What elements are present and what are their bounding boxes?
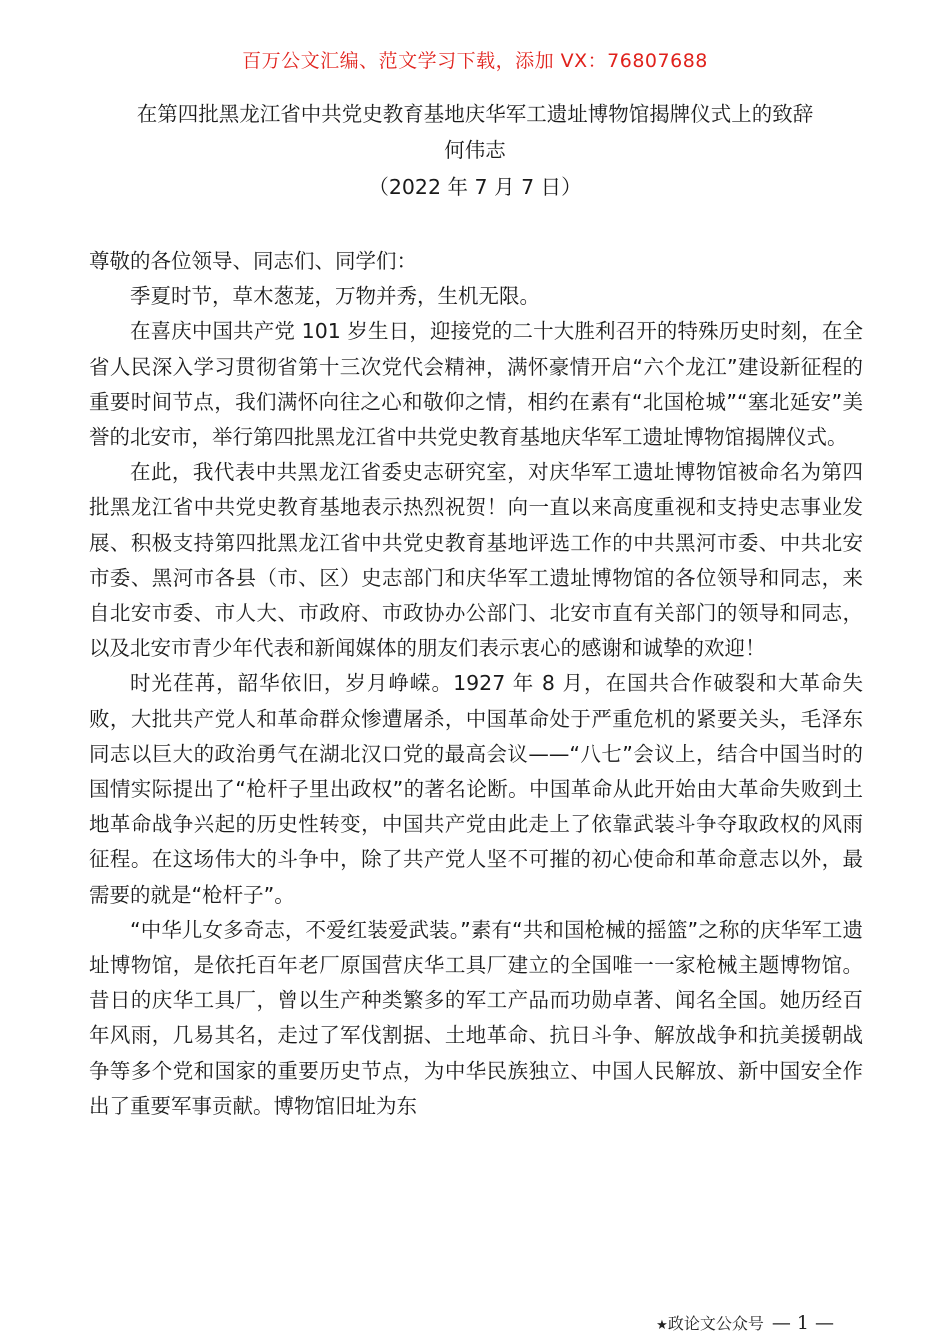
promo-banner: 百万公文汇编、范文学习下载，添加 VX：76807688 [242,50,708,72]
document-author: 何伟志 [444,138,506,162]
document-body [89,244,863,1124]
star-icon: ★ [656,1318,668,1333]
salutation: 尊敬的各位领导、同志们、同学们： [89,249,417,273]
paragraph: 在此，我代表中共黑龙江省委史志研究室，对庆华军工遗址博物馆被命名为第四批黑龙江省中共党史教育基地表示热烈祝贺！向一直以来高度重视和支持史志事业发展、积极支持第四批黑龙江省中共党史教育基地评选工作的中共黑河市委、中共北安市委、黑河市各县（市、区）史志部门和庆华军工遗址博物馆的各位领导和同志，来自北安市委、市人大、市政府、市政协办公部门、北安市直有关部门的领导和同志，以及北安市青少年代表和新闻媒体的朋友们表示衷心的感谢和诚挚的欢迎！ [89,460,863,661]
paragraph: 季夏时节，草木葱茏，万物并秀，生机无限。 [130,284,540,309]
paragraph: 在喜庆中国共产党 101 岁生日，迎接党的二十大胜利召开的特殊历史时刻，在全省人民深入学习贯彻省第十三次党代会精神，满怀豪情开启“六个龙江”建设新征程的重要时间节点，我们满怀向往之心和敬仰之情，相约在素有“北国枪城”“塞北延安”美誉的北安市，举行第四批黑龙江省中共党史教育基地庆华军工遗址博物馆揭牌仪式。 [89,319,863,450]
paragraph: 时光荏苒，韶华依旧，岁月峥嵘。1927 年 8 月，在国共合作破裂和大革命失败，大批共产党人和革命群众惨遭屠杀，中国革命处于严重危机的紧要关头，毛泽东同志以巨大的政治勇气在湖北汉口党的最高会议——“八七”会议上，结合中国当时的国情实际提出了“枪杆子里出政权”的著名论断。中国革命从此开始由大革命失败到土地革命战争兴起的历史性转变，中国共产党由此走上了依靠武装斗争夺取政权的风雨征程。在这场伟大的斗争中，除了共产党人坚不可摧的初心使命和革命意志以外，最需要的就是“枪杆子”。 [89,671,863,907]
document-date: （2022 年 7 月 7 日） [368,175,582,199]
page-footer [656,1311,834,1334]
footer-source: 政论文公众号 [667,1314,764,1333]
page-number: — 1 — [771,1312,834,1334]
document-title: 在第四批黑龙江省中共党史教育基地庆华军工遗址博物馆揭牌仪式上的致辞 [136,102,814,126]
paragraph: “中华儿女多奇志，不爱红装爱武装。”素有“共和国枪械的摇篮”之称的庆华军工遗址博物馆，是依托百年老厂原国营庆华工具厂建立的全国唯一一家枪械主题博物馆。昔日的庆华工具厂，曾以生产种类繁多的军工产品而功勋卓著、闻名全国。她历经百年风雨，几易其名，走过了军伐割据、土地革命、抗日斗争、解放战争和抗美援朝战争等多个党和国家的重要历史节点，为中华民族独立、中国人民解放、新中国安全作出了重要军事贡献。博物馆旧址为东 [89,917,863,1118]
